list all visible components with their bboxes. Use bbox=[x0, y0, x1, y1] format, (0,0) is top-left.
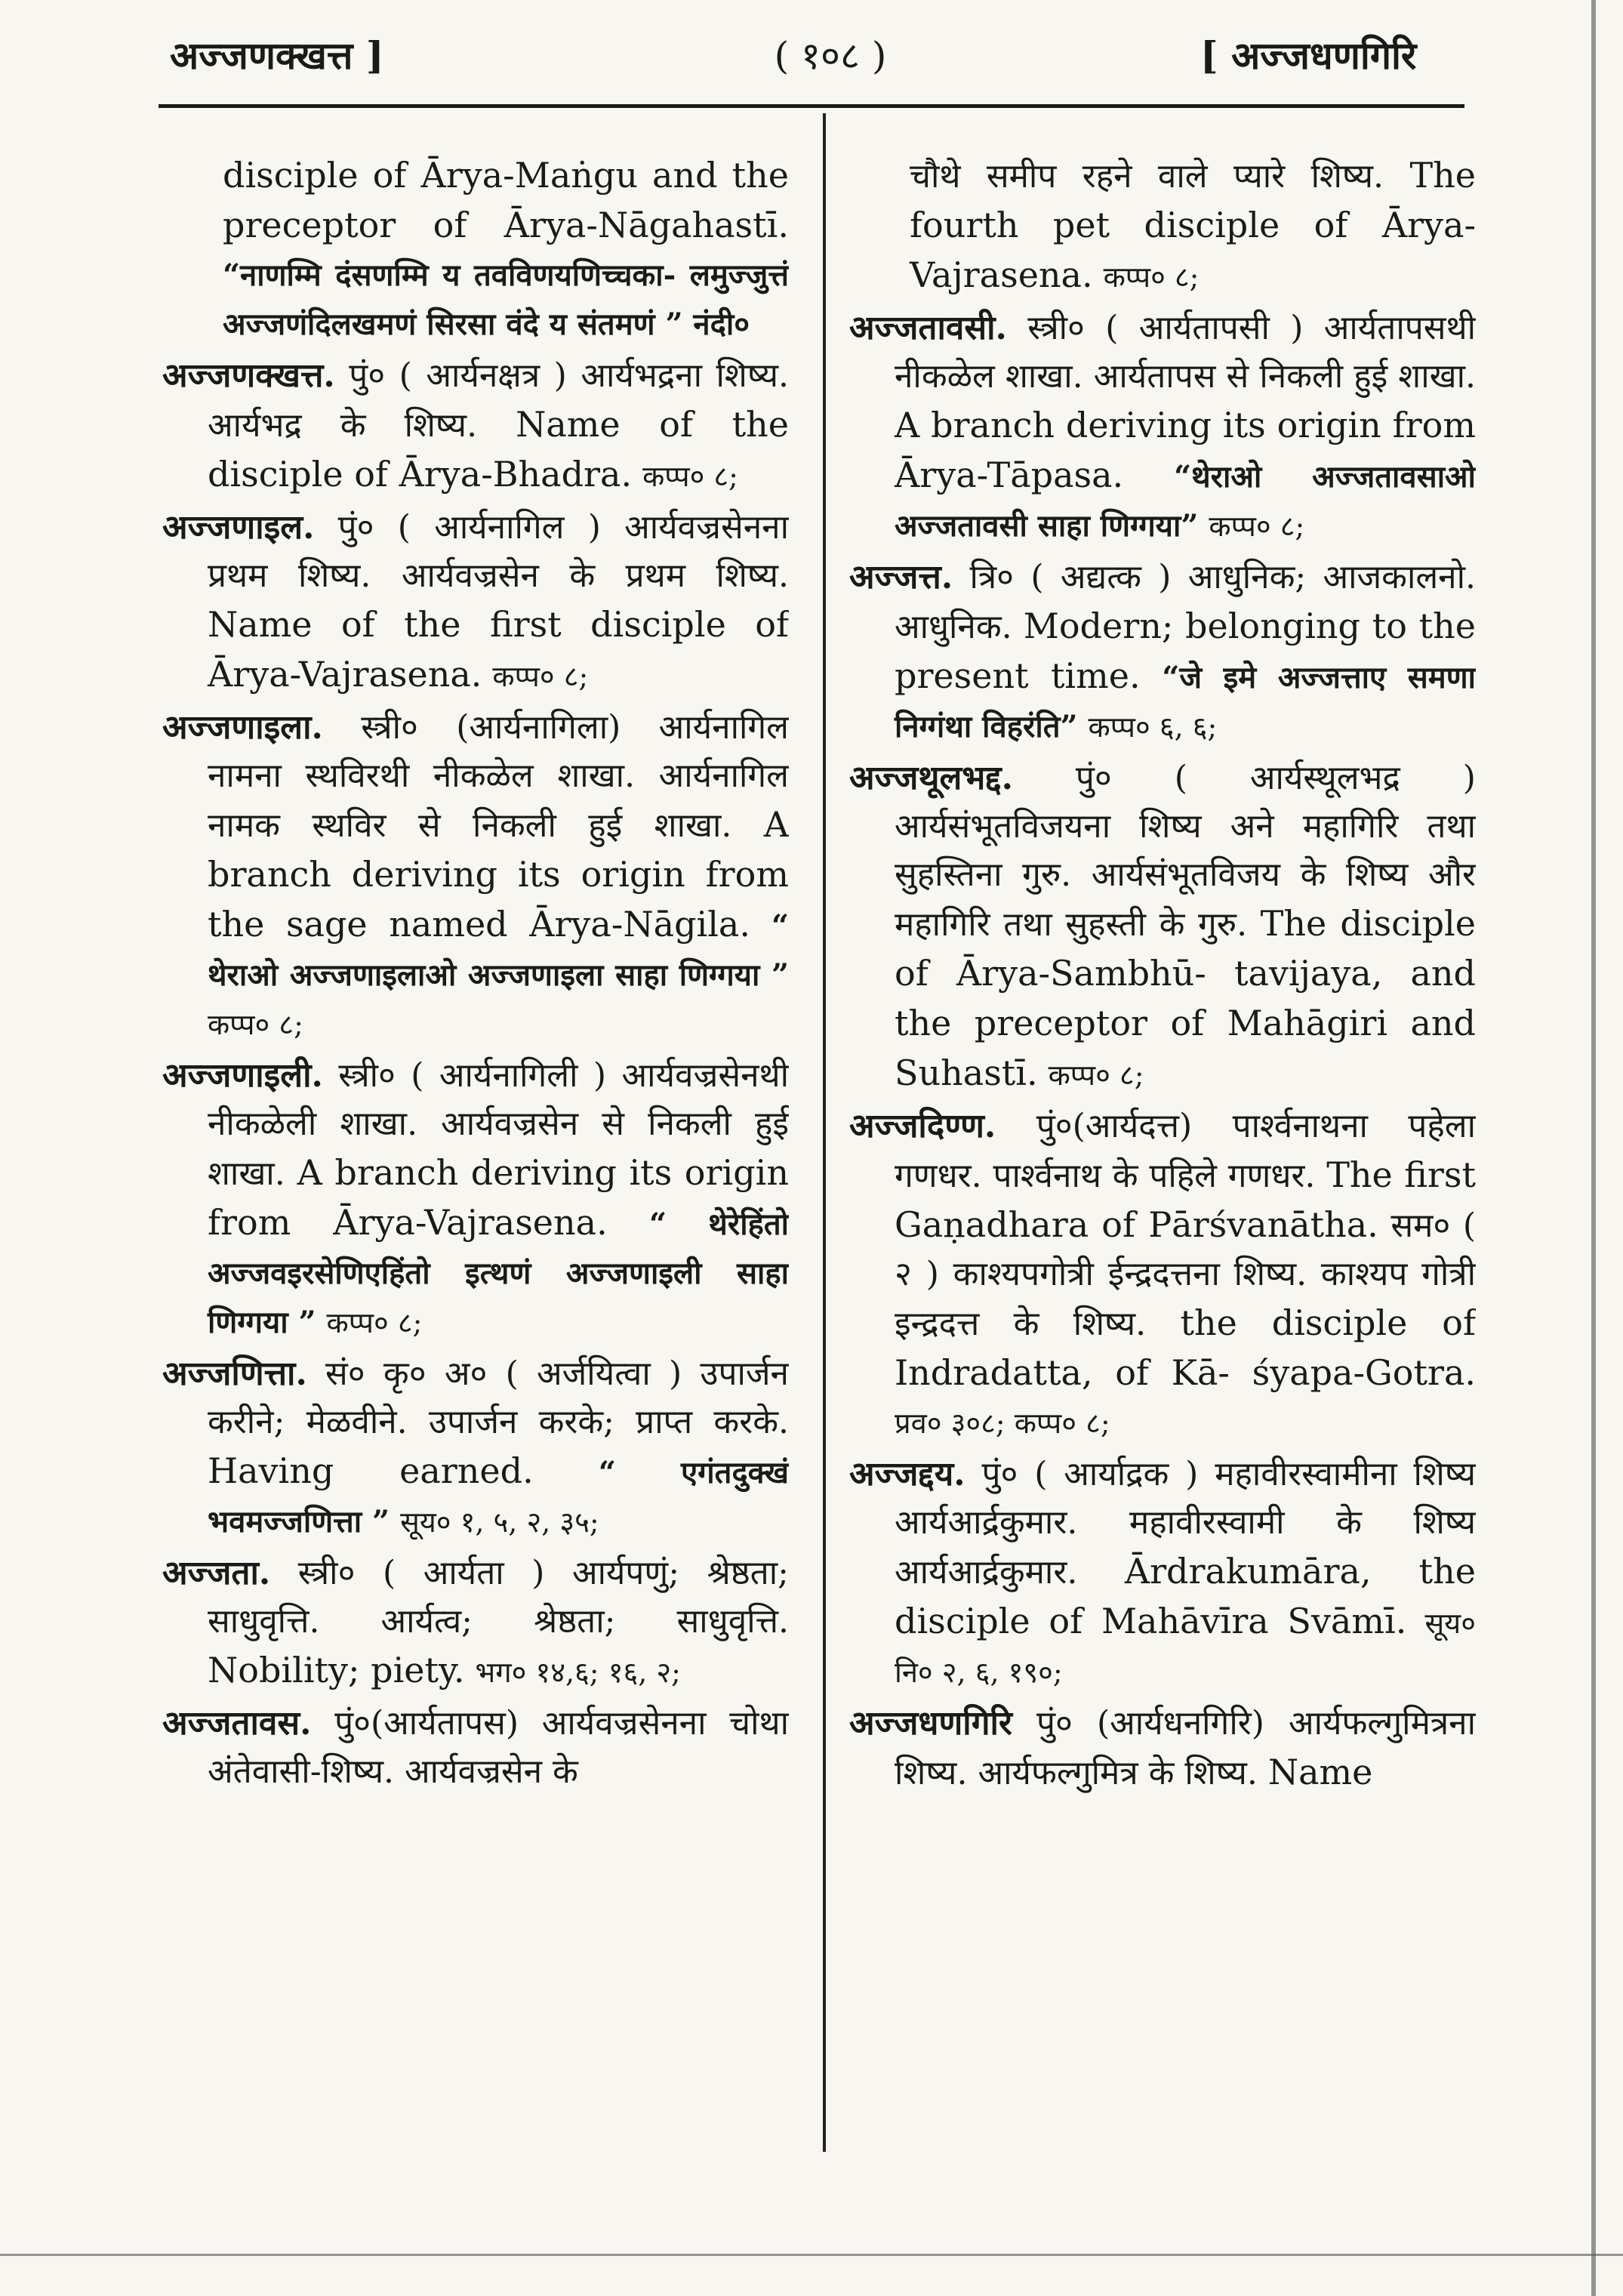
entry-reference: कप्प० ८; bbox=[1048, 1059, 1144, 1092]
running-head-right: [ अज्जधणगिरि bbox=[1200, 33, 1417, 78]
entry-hindi-gloss: आर्यवज्रसेन के bbox=[405, 1752, 578, 1791]
entry-reference: सूय० नि० २, ६, १९०; bbox=[895, 1607, 1476, 1689]
entry-gujarati-gloss: आर्यवज्रसेनना चोथा अंतेवासी-शिष्य. bbox=[208, 1704, 789, 1791]
entry-english-gloss: A branch deriving its origin from Ārya-Tāpasa. bbox=[895, 405, 1476, 495]
left-entry bbox=[162, 1350, 789, 1546]
entry-grammar: स्त्री० ( आर्यता ) bbox=[297, 1554, 545, 1592]
entry-grammar: पुं० ( आर्याद्रक ) bbox=[981, 1455, 1199, 1493]
entry-grammar: पुं० ( आर्यस्थूलभद्र ) bbox=[1075, 759, 1476, 797]
column-divider bbox=[823, 113, 826, 2152]
left-entry bbox=[162, 1700, 789, 1796]
entry-gujarati-gloss: आर्यनागिल नामना स्थविरथी नीकळेल शाखा. bbox=[208, 708, 789, 795]
entry-grammar: स्त्री० ( आर्यनागिली ) bbox=[338, 1056, 607, 1095]
entry-english-gloss: Nobility; piety. bbox=[208, 1650, 465, 1690]
entry-gujarati-gloss: आर्यभद्रना शिष्य. bbox=[581, 356, 789, 395]
entry-hindi-gloss: आर्यसंभूतविजय के शिष्य और महागिरि तथा सुहस्ती के गुरु. bbox=[895, 855, 1476, 944]
entry-quotation: “ थेरेहिंतो अज्जवइरसेणिएहिंतो इत्थणं अज्जणाइली साहा णिग्गया ” bbox=[208, 1207, 789, 1340]
entry-reference: कप्प० ८; bbox=[642, 460, 738, 493]
entry-second-sense: सम० ( २ ) काश्यपगोत्री ईन्द्रदत्तना शिष्य. काश्यप गोत्री इन्द्रदत्त के शिष्य. bbox=[895, 1207, 1476, 1343]
entry-grammar: त्रि० ( अद्यत्क ) bbox=[969, 558, 1172, 596]
entry-quotation: “ थेराओ अज्जणाइलाओ अज्जणाइला साहा णिग्गया ” bbox=[208, 908, 789, 993]
entry-headword: अज्जद्दय. bbox=[849, 1455, 965, 1493]
entry-english-gloss: The fourth pet disciple of Ārya-Vajrasena. bbox=[910, 155, 1476, 295]
entry-hindi-gloss: पार्श्वनाथ के पहिले गणधर. bbox=[993, 1157, 1316, 1195]
right-entry bbox=[849, 1450, 1476, 1697]
entry-grammar: पुं०(आर्यतापस) bbox=[334, 1704, 519, 1743]
entry-gujarati-gloss: महावीरस्वामीना शिष्य आर्यआर्द्रकुमार. bbox=[895, 1455, 1476, 1542]
entry-hindi-gloss: उपार्जन करके; प्राप्त करके. bbox=[428, 1403, 789, 1441]
entry-gujarati-gloss: आर्यतापसथी नीकळेल शाखा. bbox=[895, 309, 1476, 396]
entry-english-gloss: Modern; belonging to the present time. bbox=[895, 606, 1476, 696]
entry-quotation: “जे इमे अज्जत्ताए समणा निग्गंथा विहरंति” bbox=[895, 660, 1476, 744]
entry-english-gloss: The first Gaṇadhara of Pārśvanātha. bbox=[895, 1154, 1476, 1245]
entry-reference: कप्प० ८; bbox=[326, 1306, 423, 1339]
entry-hindi-gloss: आर्यफल्गुमित्र के शिष्य. bbox=[978, 1754, 1258, 1792]
entry-quotation: “थेराओ अज्जतावसाओ अज्जतावसी साहा णिग्गया” bbox=[895, 459, 1476, 544]
entry-hindi-gloss: चौथे समीप रहने वाले प्यारे शिष्य. bbox=[910, 157, 1384, 196]
left-entry bbox=[162, 352, 789, 501]
entry-hindi-gloss: महावीरस्वामी के शिष्य आर्यआर्द्रकुमार. bbox=[895, 1503, 1476, 1592]
entry-reference: भग० १४,६; १६, २; bbox=[475, 1656, 681, 1689]
entry-gujarati-gloss: उपार्जन करीने; मेळवीने. bbox=[208, 1354, 789, 1441]
entry-headword: अज्जणित्ता. bbox=[162, 1354, 307, 1393]
entry-reference: प्रव० ३०८; कप्प० ८; bbox=[895, 1407, 1110, 1440]
entry-grammar: पुं० ( आर्यनक्षत्र ) bbox=[349, 356, 567, 395]
entry-quotation: “ एगंतदुक्खं भवमज्जणित्ता ” bbox=[208, 1455, 789, 1539]
entry-gujarati-gloss: पार्श्वनाथना पहेला गणधर. bbox=[895, 1107, 1476, 1195]
right-entry bbox=[849, 151, 1476, 301]
running-head-left: अज्जणक्खत्त ] bbox=[170, 33, 384, 78]
header-rule bbox=[159, 104, 1464, 108]
entry-headword: अज्जणाइल. bbox=[162, 508, 315, 547]
entry-grammar: पुं० ( आर्यनागिल ) bbox=[337, 508, 601, 547]
entry-headword: अज्जदिण्ण. bbox=[849, 1107, 996, 1145]
entry-grammar: सं० कृ० अ० ( अर्जयित्वा ) bbox=[325, 1354, 682, 1393]
entry-reference: कप्प० ८; bbox=[208, 1008, 303, 1041]
entry-english-gloss: Name of the first disciple of Ārya-Vajrasena. bbox=[208, 604, 789, 695]
entry-hindi-gloss: आर्यवज्रसेन से निकली हुई शाखा. bbox=[208, 1105, 789, 1193]
entry-english-gloss: Name of the disciple of Ārya-Bhadra. bbox=[208, 404, 789, 495]
entry-english-gloss: Name bbox=[1267, 1752, 1373, 1792]
entry-english-gloss: A branch deriving its origin from the sage named Ārya-Nāgila. bbox=[208, 804, 789, 945]
entry-english-gloss: disciple of Ārya-Maṅgu and the preceptor of Ārya-Nāgahastī. bbox=[223, 155, 789, 245]
entry-reference: कप्प० ८; bbox=[492, 660, 589, 693]
entry-headword: अज्जणाइला. bbox=[162, 708, 323, 747]
entry-grammar: स्त्री० (आर्यनागिला) bbox=[361, 708, 621, 747]
right-entry bbox=[849, 754, 1476, 1099]
left-entry bbox=[162, 1549, 789, 1697]
page-number: ( १०८ ) bbox=[774, 34, 887, 78]
entry-gujarati-gloss: आर्यसंभूतविजयना शिष्य अने महागिरि तथा सुहस्तिना गुरु. bbox=[895, 807, 1476, 894]
entry-hindi-gloss: आर्यत्व; श्रेष्ठता; साधुवृत्ति. bbox=[380, 1602, 789, 1641]
right-column bbox=[849, 151, 1476, 2152]
entry-reference: कप्प० ८; bbox=[1209, 510, 1305, 543]
entry-hindi-gloss: आर्यतापस से निकली हुई शाखा. bbox=[1093, 357, 1476, 396]
entry-reference: कप्प० ६, ६; bbox=[1088, 710, 1218, 744]
right-entry bbox=[849, 304, 1476, 550]
entry-grammar: पुं०(आर्यदत्त) bbox=[1036, 1107, 1193, 1145]
entry-grammar: स्त्री० ( आर्यतापसी ) bbox=[1027, 309, 1304, 347]
entry-hindi-gloss: आर्यवज्रसेन के प्रथम शिष्य. bbox=[401, 556, 789, 595]
entry-english-gloss: Ārdrakumāra, the disciple of Mahāvīra Svāmī. bbox=[895, 1551, 1476, 1641]
page-edge bbox=[1591, 0, 1596, 2296]
bottom-rule bbox=[0, 2254, 1623, 2256]
entry-headword: अज्जतावस. bbox=[162, 1704, 312, 1743]
left-entry bbox=[162, 704, 789, 1049]
entry-reference: सूय० १, ५, २, ३५; bbox=[400, 1505, 599, 1539]
right-entry bbox=[849, 553, 1476, 751]
right-entry bbox=[849, 1700, 1476, 1798]
entry-english-gloss-2: the disciple of Indradatta, of Kā- śyapa-Gotra. bbox=[895, 1302, 1476, 1393]
entry-english-gloss: The disciple of Ārya-Sambhū- tavijaya, and the preceptor of Mahāgiri and Suhastī. bbox=[895, 903, 1476, 1093]
entry-hindi-gloss: आर्यभद्र के शिष्य. bbox=[208, 406, 478, 445]
entry-headword: अज्जता. bbox=[162, 1554, 271, 1592]
left-entry bbox=[162, 1052, 789, 1347]
entry-headword: अज्जतावसी. bbox=[849, 309, 1007, 347]
entry-hindi-gloss: आधुनिक. bbox=[895, 608, 1012, 646]
entry-quotation: “नाणम्मि दंसणम्मि य तवविणयणिच्चका- लमुज्जुत्तं अज्जणंदिलखमणं सिरसा वंदे य संतमणं ” नंदी० bbox=[223, 257, 789, 342]
entry-english-gloss: Having earned. bbox=[208, 1450, 534, 1491]
entry-headword: अज्जथूलभद्द. bbox=[849, 759, 1013, 797]
entry-grammar: पुं० (आर्यधनगिरि) bbox=[1036, 1704, 1264, 1743]
entry-headword: अज्जत्त. bbox=[849, 558, 953, 596]
entry-gujarati-gloss: आधुनिक; आजकालनो. bbox=[1187, 558, 1476, 596]
entry-gujarati-gloss: आर्यवज्रसेनना प्रथम शिष्य. bbox=[208, 508, 789, 595]
entry-headword: अज्जणाइली. bbox=[162, 1056, 323, 1095]
entry-english-gloss: A branch deriving its origin from Ārya-Vajrasena. bbox=[208, 1152, 789, 1243]
entry-gujarati-gloss: आर्यफल्गुमित्रना शिष्य. bbox=[895, 1704, 1476, 1792]
left-entry bbox=[162, 151, 789, 349]
entry-gujarati-gloss: आर्यपणुं; श्रेष्ठता; साधुवृत्ति. bbox=[208, 1554, 789, 1641]
entry-headword: अज्जणक्खत्त. bbox=[162, 356, 335, 395]
entry-hindi-gloss: आर्यनागिल नामक स्थविर से निकली हुई शाखा. bbox=[208, 757, 789, 845]
entry-gujarati-gloss: आर्यवज्रसेनथी नीकळेली शाखा. bbox=[208, 1056, 789, 1143]
right-entry bbox=[849, 1102, 1476, 1447]
left-entry bbox=[162, 504, 789, 701]
left-column bbox=[162, 151, 789, 2152]
entry-reference: कप्प० ८; bbox=[1103, 260, 1200, 294]
entry-headword: अज्जधणगिरि bbox=[849, 1704, 1012, 1743]
